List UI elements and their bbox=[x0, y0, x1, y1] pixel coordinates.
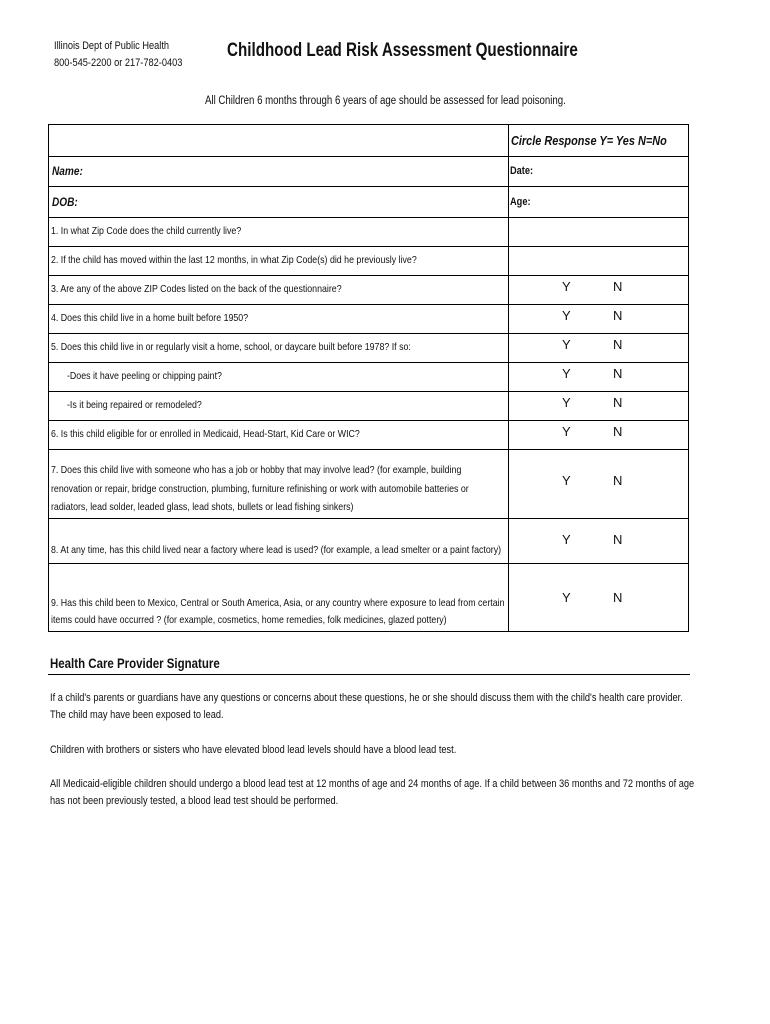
q5a-yes-option[interactable]: Y bbox=[562, 366, 571, 381]
page-title: Childhood Lead Risk Assessment Questionnaire bbox=[227, 40, 578, 61]
row-divider bbox=[49, 186, 688, 187]
question-1: 1. In what Zip Code does the child currently live? bbox=[51, 225, 242, 237]
q5a-no-option[interactable]: N bbox=[613, 366, 623, 381]
question-6: 6. Is this child eligible for or enrolled in Medicaid, Head-Start, Kid Care or WIC? bbox=[51, 428, 360, 440]
row-divider bbox=[49, 333, 688, 334]
signature-title: Health Care Provider Signature bbox=[50, 655, 220, 671]
question-5a: -Does it have peeling or chipping paint? bbox=[67, 370, 222, 382]
q9-yes-option[interactable]: Y bbox=[562, 590, 571, 605]
row-divider bbox=[49, 156, 688, 157]
q5-no-option[interactable]: N bbox=[613, 337, 623, 352]
row-divider bbox=[49, 275, 688, 276]
agency-name: Illinois Dept of Public Health bbox=[54, 40, 170, 52]
q6-yes-option[interactable]: Y bbox=[562, 424, 571, 439]
agency-block bbox=[54, 38, 207, 72]
question-9: 9. Has this child been to Mexico, Central or South America, Asia, or any country where exposure to lead from certain items could have occurred ? (for example, cosmetics, home remedies, folk medicines, glazed pottery) bbox=[51, 597, 505, 626]
question-8: 8. At any time, has this child lived near a factory where lead is used? (for example, a lead smelter or a paint factory) bbox=[51, 544, 502, 556]
q8-no-option[interactable]: N bbox=[613, 532, 623, 547]
question-5: 5. Does this child live in or regularly visit a home, school, or daycare built before 1978? If so: bbox=[51, 341, 411, 353]
row-divider bbox=[49, 449, 688, 450]
q7-no-option[interactable]: N bbox=[613, 473, 623, 488]
q3-no-option[interactable]: N bbox=[613, 279, 623, 294]
question-7: 7. Does this child live with someone who has a job or hobby that may involve lead? (for example, building renovation or repair, bridge construction, plumbing, furniture refinishing or work with automobile batteries or radiators, lead solder, leaded glass, lead shots, bullets or lead fishing sinkers) bbox=[51, 464, 469, 513]
q3-yes-option[interactable]: Y bbox=[562, 279, 571, 294]
note-siblings: Children with brothers or sisters who have elevated blood lead levels should have a blood lead test. bbox=[50, 744, 457, 756]
q5b-no-option[interactable]: N bbox=[613, 395, 623, 410]
date-label: Date: bbox=[510, 165, 534, 177]
name-label: Name: bbox=[52, 164, 83, 178]
row-divider bbox=[49, 217, 688, 218]
circle-response-instruction: Circle Response Y= Yes N=No bbox=[511, 133, 667, 148]
q5b-yes-option[interactable]: Y bbox=[562, 395, 571, 410]
q9-no-option[interactable]: N bbox=[613, 590, 623, 605]
q4-no-option[interactable]: N bbox=[613, 308, 623, 323]
question-2: 2. If the child has moved within the last 12 months, in what Zip Code(s) did he previously live? bbox=[51, 254, 417, 266]
row-divider bbox=[49, 518, 688, 519]
row-divider bbox=[49, 246, 688, 247]
page-subtitle: All Children 6 months through 6 years of age should be assessed for lead poisoning. bbox=[205, 95, 566, 107]
row-divider bbox=[49, 304, 688, 305]
dob-label: DOB: bbox=[52, 195, 78, 209]
age-label: Age: bbox=[510, 196, 531, 208]
q7-yes-option[interactable]: Y bbox=[562, 473, 571, 488]
question-3: 3. Are any of the above ZIP Codes listed on the back of the questionnaire? bbox=[51, 283, 342, 295]
q4-yes-option[interactable]: Y bbox=[562, 308, 571, 323]
row-divider bbox=[49, 391, 688, 392]
note-parents-guardians: If a child's parents or guardians have any questions or concerns about these questions, he or she should discuss them with the child's health care provider. The child may have been exposed to lead. bbox=[50, 692, 683, 721]
row-divider bbox=[49, 420, 688, 421]
note-medicaid: All Medicaid-eligible children should undergo a blood lead test at 12 months of age and 24 months of age. If a child between 36 months and 72 months of age has not been previously tested, a blood lead test should be performed. bbox=[50, 778, 695, 807]
row-divider bbox=[49, 563, 688, 564]
q8-yes-option[interactable]: Y bbox=[562, 532, 571, 547]
q6-no-option[interactable]: N bbox=[613, 424, 623, 439]
question-5b: -Is it being repaired or remodeled? bbox=[67, 399, 202, 411]
questionnaire-table bbox=[48, 124, 689, 632]
question-4: 4. Does this child live in a home built before 1950? bbox=[51, 312, 249, 324]
q5-yes-option[interactable]: Y bbox=[562, 337, 571, 352]
signature-line[interactable] bbox=[48, 674, 690, 675]
row-divider bbox=[49, 362, 688, 363]
agency-phone: 800-545-2200 or 217-782-0403 bbox=[54, 57, 183, 69]
